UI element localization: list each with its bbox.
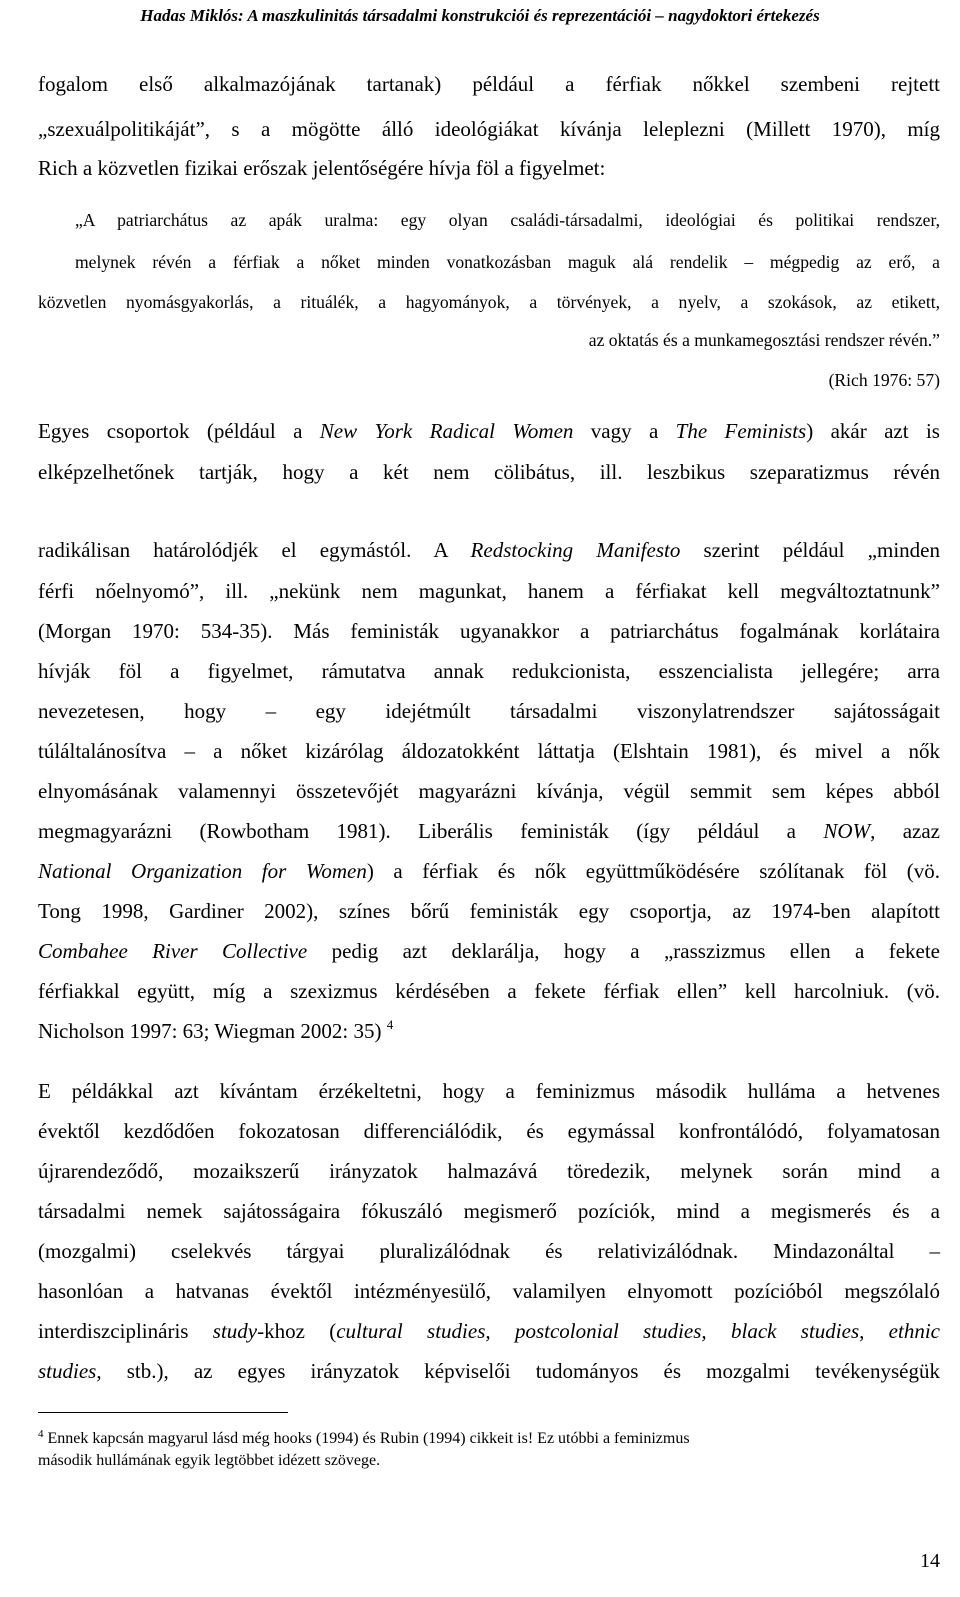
body-line: újrarendeződő, mozaikszerű irányzatok halmazává töredezik, melynek során mind a [38,1159,940,1183]
body-line: fogalom első alkalmazójának tartanak) például a férfiak nőkkel szembeni rejtett [38,72,940,96]
body-line: férfi nőelnyomó”, ill. „nekünk nem magunkat, hanem a férfiakat kell megváltoztatnunk” [38,579,940,603]
body-line: Rich a közvetlen fizikai erőszak jelentőségére hívja föl a figyelmet: [38,156,606,180]
body-line: Combahee River Collective pedig azt deklarálja, hogy a „rasszizmus ellen a fekete [38,939,940,963]
body-line: évektől kezdődően fokozatosan differenciálódik, és egymással konfrontálódó, folyamatosan [38,1119,940,1143]
body-line: radikálisan határolódjék el egymástól. A Redstocking Manifesto szerint például „minden [38,538,940,562]
body-line: National Organization for Women) a férfiak és nők együttműködésére szólítanak föl (vö. [38,859,940,883]
body-line: (mozgalmi) cselekvés tárgyai pluralizálódnak és relativizálódnak. Mindazonáltal – [38,1239,940,1263]
body-line: túláltalánosítva – a nőket kizárólag áldozatokként láttatja (Elshtain 1981), és mivel a nők [38,739,940,763]
body-line: Egyes csoportok (például a New York Radical Women vagy a The Feminists) akár azt is [38,419,940,443]
body-line: társadalmi nemek sajátosságaira fókuszáló megismerő pozíciók, mind a megismerés és a [38,1199,940,1223]
block-quote-line: az oktatás és a munkamegosztási rendszer révén.” [588,330,940,350]
body-line: hívják föl a figyelmet, rámutatva annak redukcionista, esszencialista jellegére; arra [38,659,940,683]
body-line: Tong 1998, Gardiner 2002), színes bőrű feministák egy csoportja, az 1974-ben alapított [38,899,940,923]
block-quote-line: „A patriarchátus az apák uralma: egy olyan családi-társadalmi, ideológiai és politikai rendszer, [75,210,940,230]
body-line: „szexuálpolitikáját”, s a mögötte álló ideológiákat kívánja leleplezni (Millett 1970), míg [38,117,940,141]
running-header: Hadas Miklós: A maszkulinitás társadalmi konstrukciói és reprezentációi – nagydoktori értekezés [140,6,820,25]
body-line: Nicholson 1997: 63; Wiegman 2002: 35) $^4$ [38,1017,394,1043]
block-quote-line: közvetlen nyomásgyakorlás, a rituálék, a hagyományok, a törvények, a nyelv, a szokások, az etikett, [38,292,940,312]
footnote-line: második hullámának egyik legtöbbet idézett szövege. [38,1452,381,1469]
footnote-divider [38,1412,288,1413]
page-number: 14 [920,1550,940,1572]
block-quote-line: melynek révén a férfiak a nőket minden vonatkozásban maguk alá rendelik – mégpedig az erő, a [75,252,940,272]
footnote-line: $^4$ Ennek kapcsán magyarul lásd még hooks (1994) és Rubin (1994) cikkeit is! Ez utóbbi a feminizmus [38,1428,690,1447]
footnote-number: 4 [38,1428,44,1440]
body-line: (Morgan 1970: 534-35). Más feministák ugyanakkor a patriarchátus fogalmának korlátaira [38,619,940,643]
footnote-marker[interactable]: 4 [386,1017,394,1032]
body-line: megmagyarázni (Rowbotham 1981). Liberális feministák (így például a NOW, azaz [38,819,940,843]
body-line: E példákkal azt kívántam érzékeltetni, hogy a feminizmus második hulláma a hetvenes [38,1079,940,1103]
body-line: studies, stb.), az egyes irányzatok képviselői tudományos és mozgalmi tevékenységük [38,1359,940,1383]
body-line: hasonlóan a hatvanas évektől intézményesülő, valamilyen elnyomott pozícióból megszólaló [38,1279,940,1303]
body-line: elképzelhetőnek tartják, hogy a két nem cölibátus, ill. leszbikus szeparatizmus révén [38,460,940,484]
body-line: interdiszciplináris study-khoz (cultural studies, postcolonial studies, black studies, ethnic [38,1319,940,1343]
quote-citation: (Rich 1976: 57) [828,370,940,390]
body-line: elnyomásának valamennyi összetevőjét magyarázni kívánja, végül semmit sem képes abból [38,779,940,803]
body-line: férfiakkal együtt, míg a szexizmus kérdésében a fekete férfiak ellen” kell harcolniuk. (vö. [38,979,940,1003]
body-line: nevezetesen, hogy – egy idejétmúlt társadalmi viszonylatrendszer sajátosságait [38,699,940,723]
